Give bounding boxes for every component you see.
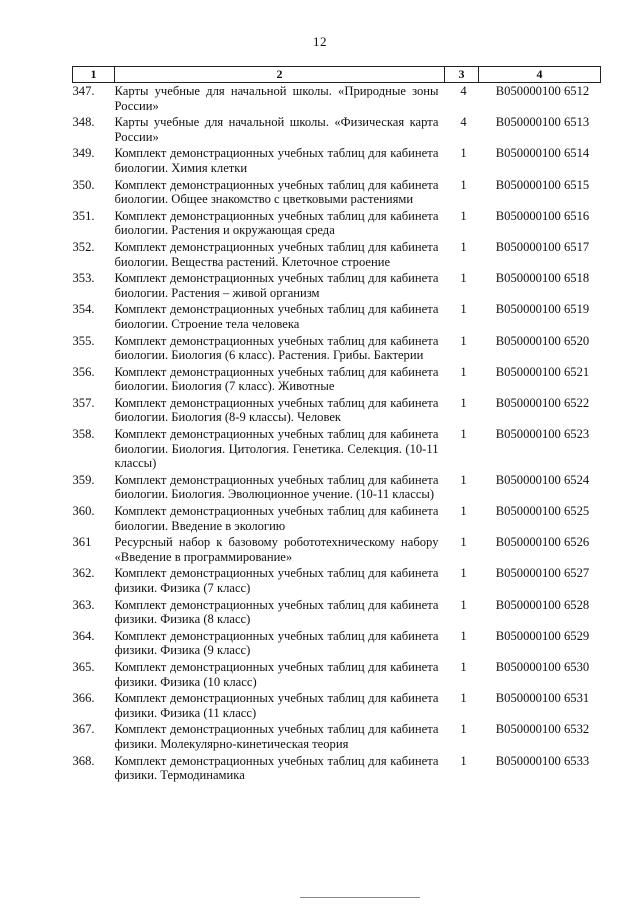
quantity-cell: 1 (460, 364, 467, 379)
inventory-code-cell: В050000100 6517 (495, 239, 590, 254)
table-row (73, 301, 601, 332)
item-name-cell: Комплект демонстрационных учебных таблиц для кабинета физики. Физика (8 класс) (114, 597, 439, 627)
inventory-code-cell: В050000100 6531 (495, 691, 590, 706)
quantity-cell: 1 (460, 504, 467, 519)
table-row (73, 721, 601, 752)
table-row (73, 239, 601, 270)
quantity-cell: 1 (460, 628, 467, 643)
inventory-code-cell: В050000100 6516 (495, 208, 590, 223)
quantity-cell: 1 (460, 239, 467, 254)
quantity-cell: 1 (460, 535, 467, 550)
inventory-code-cell: В050000100 6530 (495, 659, 590, 674)
item-name-cell: Комплект демонстрационных учебных таблиц для кабинета биологии. Строение тела человека (114, 302, 439, 331)
row-number-cell: 351. (72, 208, 95, 223)
quantity-cell: 1 (460, 659, 467, 674)
quantity-cell: 1 (460, 691, 467, 706)
row-number-cell: 347. (72, 84, 95, 98)
table-row (73, 472, 601, 503)
row-number-cell: 362. (72, 566, 95, 581)
item-name-cell: Комплект демонстрационных учебных таблиц для кабинета биологии. Биология. Эволюционное учение. (10-11 классы) (114, 472, 439, 502)
table-row (73, 659, 601, 690)
row-number-cell: 352. (72, 239, 95, 254)
quantity-cell: 1 (460, 472, 467, 487)
item-name-cell: Комплект демонстрационных учебных таблиц для кабинета биологии. Введение в экологию (114, 504, 439, 533)
item-name-cell: Комплект демонстрационных учебных таблиц для кабинета биологии. Биология (7 класс). Животные (114, 364, 439, 394)
item-name-cell: Комплект демонстрационных учебных таблиц для кабинета физики. Физика (10 класс) (114, 659, 439, 689)
table-row (73, 753, 601, 784)
quantity-cell: 1 (460, 566, 467, 581)
table-row (73, 690, 601, 721)
inventory-code-cell: В050000100 6523 (495, 427, 590, 442)
inventory-code-cell: В050000100 6524 (495, 472, 590, 487)
item-name-cell: Комплект демонстрационных учебных таблиц для кабинета биологии. Биология (6 класс). Растения. Грибы. Бактерии (114, 333, 439, 363)
item-name-cell: Комплект демонстрационных учебных таблиц для кабинета биологии. Химия клетки (114, 146, 439, 175)
table-row (73, 114, 601, 145)
item-name-cell: Комплект демонстрационных учебных таблиц для кабинета биологии. Общее знакомство с цветковыми растениями (114, 177, 439, 207)
row-number-cell: 357. (72, 395, 95, 410)
row-number-cell: 360. (72, 504, 95, 519)
row-number-cell: 359. (72, 472, 95, 487)
column-header-name: 2 (115, 67, 445, 83)
table-row (73, 395, 601, 426)
table-row (73, 364, 601, 395)
header-row (73, 67, 601, 83)
quantity-cell: 1 (460, 177, 467, 192)
row-number-cell: 350. (72, 177, 95, 192)
inventory-code-cell: В050000100 6515 (495, 177, 590, 192)
quantity-cell: 4 (460, 84, 467, 98)
quantity-cell: 4 (460, 115, 467, 130)
row-number-cell: 358. (72, 427, 95, 442)
quantity-cell: 1 (460, 333, 467, 348)
quantity-cell: 1 (460, 427, 467, 442)
row-number-cell: 349. (72, 146, 95, 161)
inventory-code-cell: В050000100 6533 (495, 753, 590, 768)
inventory-code-cell: В050000100 6521 (495, 364, 590, 379)
inventory-code-cell: В050000100 6532 (495, 722, 590, 737)
inventory-code-cell: В050000100 6520 (495, 333, 590, 348)
item-name-cell: Комплект демонстрационных учебных таблиц для кабинета биологии. Растения и окружающая среда (114, 208, 439, 238)
table-row (73, 597, 601, 628)
table-row (73, 503, 601, 534)
table-row (73, 333, 601, 364)
row-number-cell: 367. (72, 722, 95, 737)
row-number-cell: 361 (72, 535, 92, 550)
table-row (73, 83, 601, 115)
quantity-cell: 1 (460, 302, 467, 317)
column-header-number: 1 (73, 67, 115, 83)
item-name-cell: Комплект демонстрационных учебных таблиц для кабинета физики. Молекулярно-кинетическая теория (114, 722, 439, 751)
inventory-code-cell: В050000100 6525 (495, 504, 590, 519)
row-number-cell: 366. (72, 691, 95, 706)
table-row (73, 208, 601, 239)
inventory-code-cell: В050000100 6514 (495, 146, 590, 161)
item-name-cell: Комплект демонстрационных учебных таблиц для кабинета биологии. Биология (8-9 классы). Человек (114, 395, 439, 425)
item-name-cell: Комплект демонстрационных учебных таблиц для кабинета биологии. Растения – живой организм (114, 271, 439, 300)
inventory-code-cell: В050000100 6528 (495, 597, 590, 612)
row-number-cell: 364. (72, 628, 95, 643)
quantity-cell: 1 (460, 597, 467, 612)
item-name-cell: Карты учебные для начальной школы. «Физическая карта России» (114, 115, 439, 144)
table-row (73, 177, 601, 208)
inventory-code-cell: В050000100 6522 (495, 395, 590, 410)
table-row (73, 534, 601, 565)
table-row (73, 565, 601, 596)
inventory-code-cell: В050000100 6526 (495, 535, 590, 550)
column-header-code: 4 (479, 67, 601, 83)
row-number-cell: 355. (72, 333, 95, 348)
inventory-code-cell: В050000100 6512 (495, 84, 590, 98)
row-number-cell: 368. (72, 753, 95, 768)
inventory-code-cell: В050000100 6527 (495, 566, 590, 581)
item-name-cell: Комплект демонстрационных учебных таблиц для кабинета физики. Термодинамика (114, 753, 439, 783)
column-header-quantity: 3 (445, 67, 479, 83)
row-number-cell: 348. (72, 115, 95, 130)
table-row (73, 145, 601, 176)
item-name-cell: Комплект демонстрационных учебных таблиц для кабинета физики. Физика (7 класс) (114, 566, 439, 595)
quantity-cell: 1 (460, 395, 467, 410)
table-row (73, 628, 601, 659)
bottom-scan-line (300, 897, 420, 898)
item-name-cell: Комплект демонстрационных учебных таблиц для кабинета биологии. Вещества растений. Клеточное строение (114, 239, 439, 269)
row-number-cell: 353. (72, 271, 95, 286)
page-number: 12 (313, 34, 327, 49)
row-number-cell: 356. (72, 364, 95, 379)
table-body (73, 83, 601, 784)
quantity-cell: 1 (460, 753, 467, 768)
item-name-cell: Ресурсный набор к базовому робототехническому набору «Введение в программирование» (114, 535, 439, 564)
item-name-cell: Комплект демонстрационных учебных таблиц для кабинета физики. Физика (11 класс) (114, 691, 439, 720)
item-name-cell: Комплект демонстрационных учебных таблиц для кабинета биологии. Биология. Цитология. Генетика. Селекция. (10-11 классы) (114, 427, 439, 471)
quantity-cell: 1 (460, 208, 467, 223)
row-number-cell: 354. (72, 302, 95, 317)
row-number-cell: 363. (72, 597, 95, 612)
inventory-code-cell: В050000100 6518 (495, 271, 590, 286)
row-number-cell: 365. (72, 659, 95, 674)
inventory-code-cell: В050000100 6529 (495, 628, 590, 643)
table-header (73, 67, 601, 83)
inventory-code-cell: В050000100 6519 (495, 302, 590, 317)
table-row (73, 270, 601, 301)
item-name-cell: Карты учебные для начальной школы. «Природные зоны России» (114, 84, 439, 113)
inventory-code-cell: В050000100 6513 (495, 115, 590, 130)
quantity-cell: 1 (460, 271, 467, 286)
items-table (72, 66, 601, 784)
table-row (73, 426, 601, 472)
quantity-cell: 1 (460, 722, 467, 737)
quantity-cell: 1 (460, 146, 467, 161)
item-name-cell: Комплект демонстрационных учебных таблиц для кабинета физики. Физика (9 класс) (114, 628, 439, 658)
